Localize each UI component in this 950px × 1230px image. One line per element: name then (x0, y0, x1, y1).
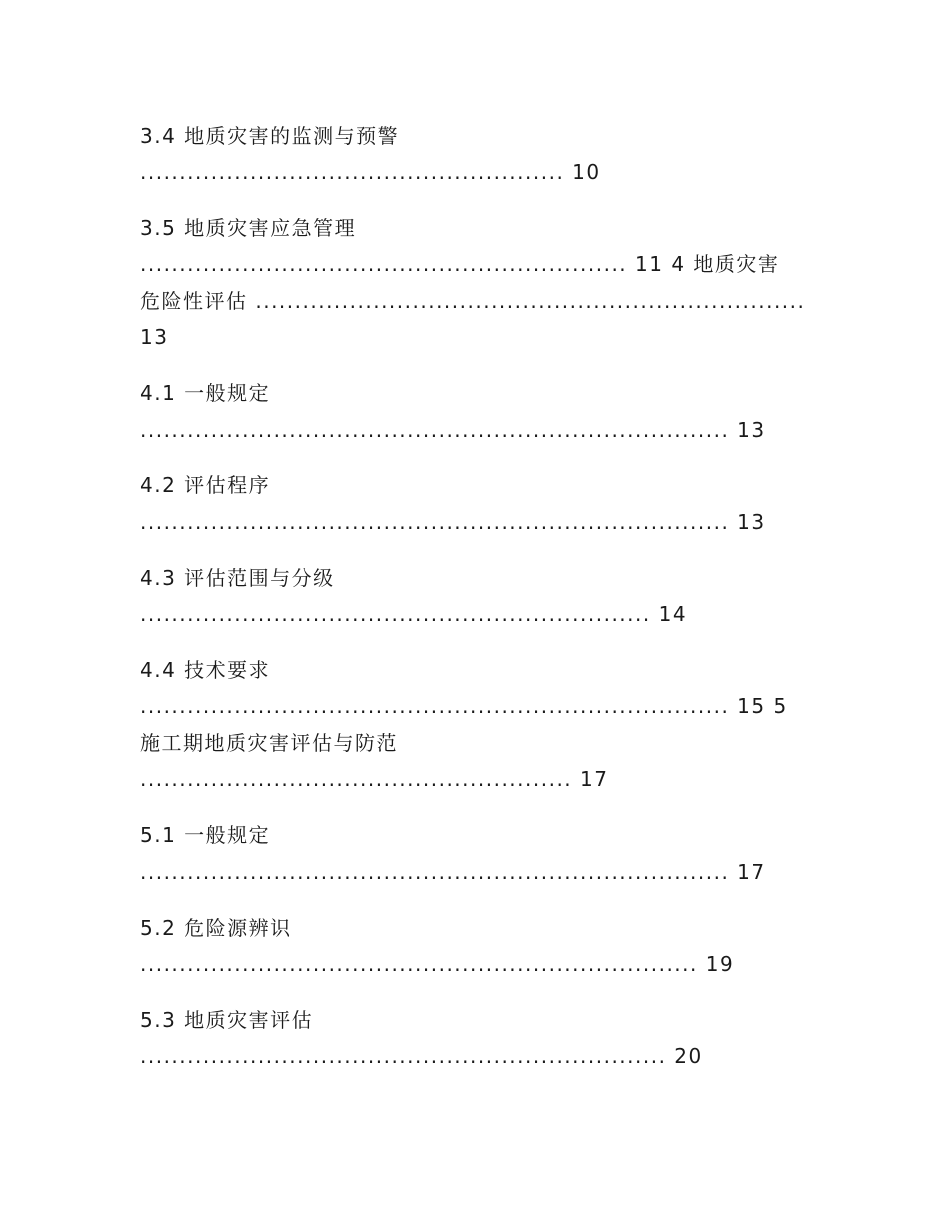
toc-entry-4-4-leader-page: ........................................................................... 15 5 (140, 694, 788, 718)
toc-entry-4-4-title: 4.4 技术要求 (140, 658, 271, 682)
toc-entry-5-2-title: 5.2 危险源辨识 (140, 916, 292, 940)
toc-entry-4-3-leader-page: ................................................................. 14 (140, 602, 688, 626)
toc-entry-4-3-title: 4.3 评估范围与分级 (140, 566, 335, 590)
toc-entry-5-title: 施工期地质灾害评估与防范 (140, 731, 398, 755)
toc-entry-4-2-title: 4.2 评估程序 (140, 473, 271, 497)
toc-entry-5-1-leader-page: ........................................................................... 17 (140, 860, 766, 884)
toc-entry-5-3-leader-page: ................................................................... 20 (140, 1044, 703, 1068)
toc-entry-3-5-title: 3.5 地质灾害应急管理 (140, 216, 357, 240)
toc-entry-5-3-title: 5.3 地质灾害评估 (140, 1008, 314, 1032)
toc-entry-4-1-title: 4.1 一般规定 (140, 381, 271, 405)
toc-entry-3-5-leader-page: .............................................................. 11 4 地质灾害 (140, 252, 780, 276)
toc-entry-5-leader-page: ....................................................... 17 (140, 767, 609, 791)
toc-entry-3-4-title: 3.4 地质灾害的监测与预警 (140, 124, 400, 148)
toc-entry-4-title-cont: 危险性评估 ...................................................................... (140, 289, 806, 313)
toc-entry-5-2-leader-page: ....................................................................... 19 (140, 952, 735, 976)
toc-entry-5-1-title: 5.1 一般规定 (140, 823, 271, 847)
toc-entry-4-2-leader-page: ........................................................................... 13 (140, 510, 766, 534)
toc-entry-3-4-leader-page: ...................................................... 10 (140, 160, 601, 184)
toc-entry-4-1-leader-page: ........................................................................... 13 (140, 418, 766, 442)
toc-entry-4-page: 13 (140, 325, 169, 349)
